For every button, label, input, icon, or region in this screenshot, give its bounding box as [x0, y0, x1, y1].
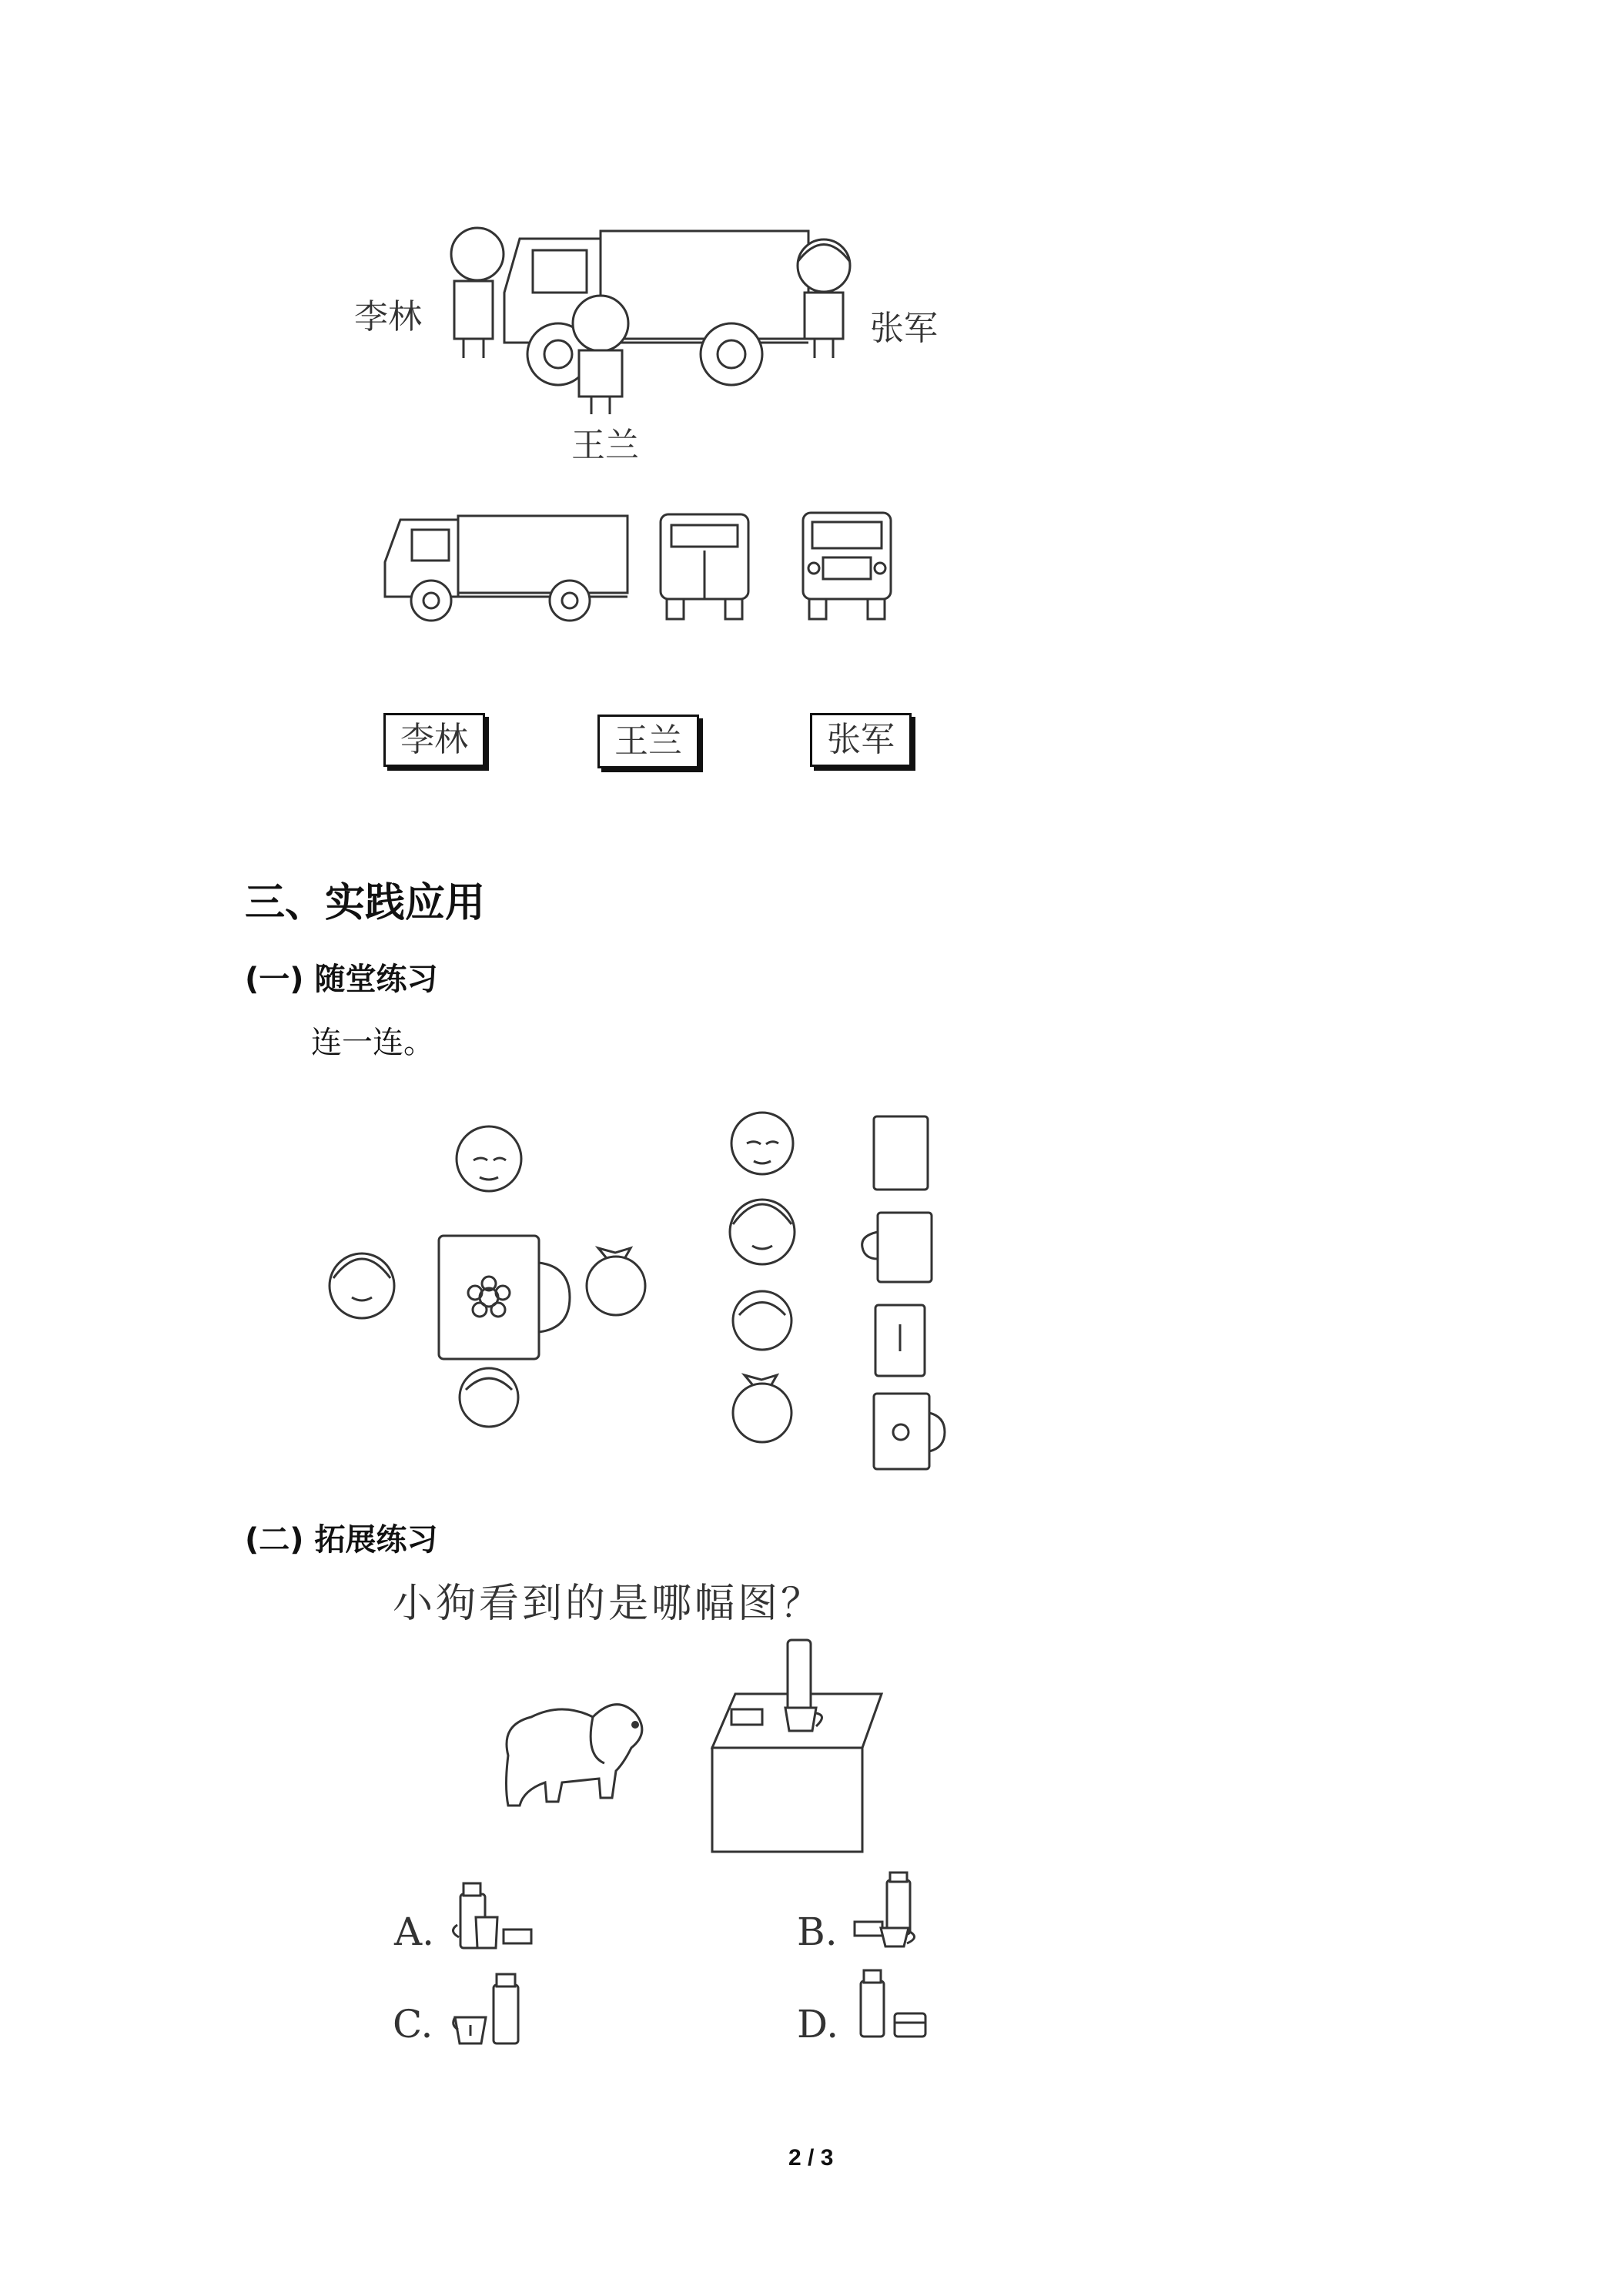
label-wang-lan: 王兰: [571, 426, 639, 465]
table-with-items: [704, 1632, 889, 1856]
subsection-heading-practice: (一) 随堂练习: [245, 962, 438, 997]
option-a-label[interactable]: A.: [394, 1909, 435, 1954]
option-c-label[interactable]: C.: [393, 2002, 433, 2047]
matching-faces-column: [720, 1101, 805, 1463]
dog-illustration: [477, 1671, 654, 1817]
section-heading: 三、实践应用: [245, 880, 486, 926]
label-zhang-jun: 张军: [870, 309, 938, 348]
truck-scene-figure: [339, 208, 970, 470]
name-box-li-lin: 李林: [383, 713, 485, 767]
subsection-heading-extension: (二) 拓展练习: [245, 1522, 438, 1558]
truck-front-view: [797, 507, 897, 622]
option-a-figure[interactable]: [454, 1879, 539, 1956]
truck-side-view: [377, 508, 639, 624]
mug-observers-figure: [320, 1113, 681, 1444]
truck-back-view: [654, 508, 755, 624]
option-d-label[interactable]: D.: [797, 2002, 839, 2047]
instruction-text: 连一连。: [311, 1025, 434, 1060]
option-c-figure[interactable]: [450, 1971, 535, 2048]
question-text: 小狗看到的是哪幅图？: [393, 1581, 825, 1627]
option-b-label[interactable]: B.: [797, 1909, 838, 1954]
name-box-wang-lan: 王兰: [597, 715, 699, 768]
name-box-zhang-jun: 张军: [810, 713, 912, 767]
option-b-figure[interactable]: [847, 1873, 932, 1950]
label-li-lin: 李林: [354, 297, 422, 336]
option-d-figure[interactable]: [855, 1967, 939, 2044]
page-number: 2 / 3: [788, 2145, 834, 2170]
matching-views-column: [858, 1109, 943, 1478]
